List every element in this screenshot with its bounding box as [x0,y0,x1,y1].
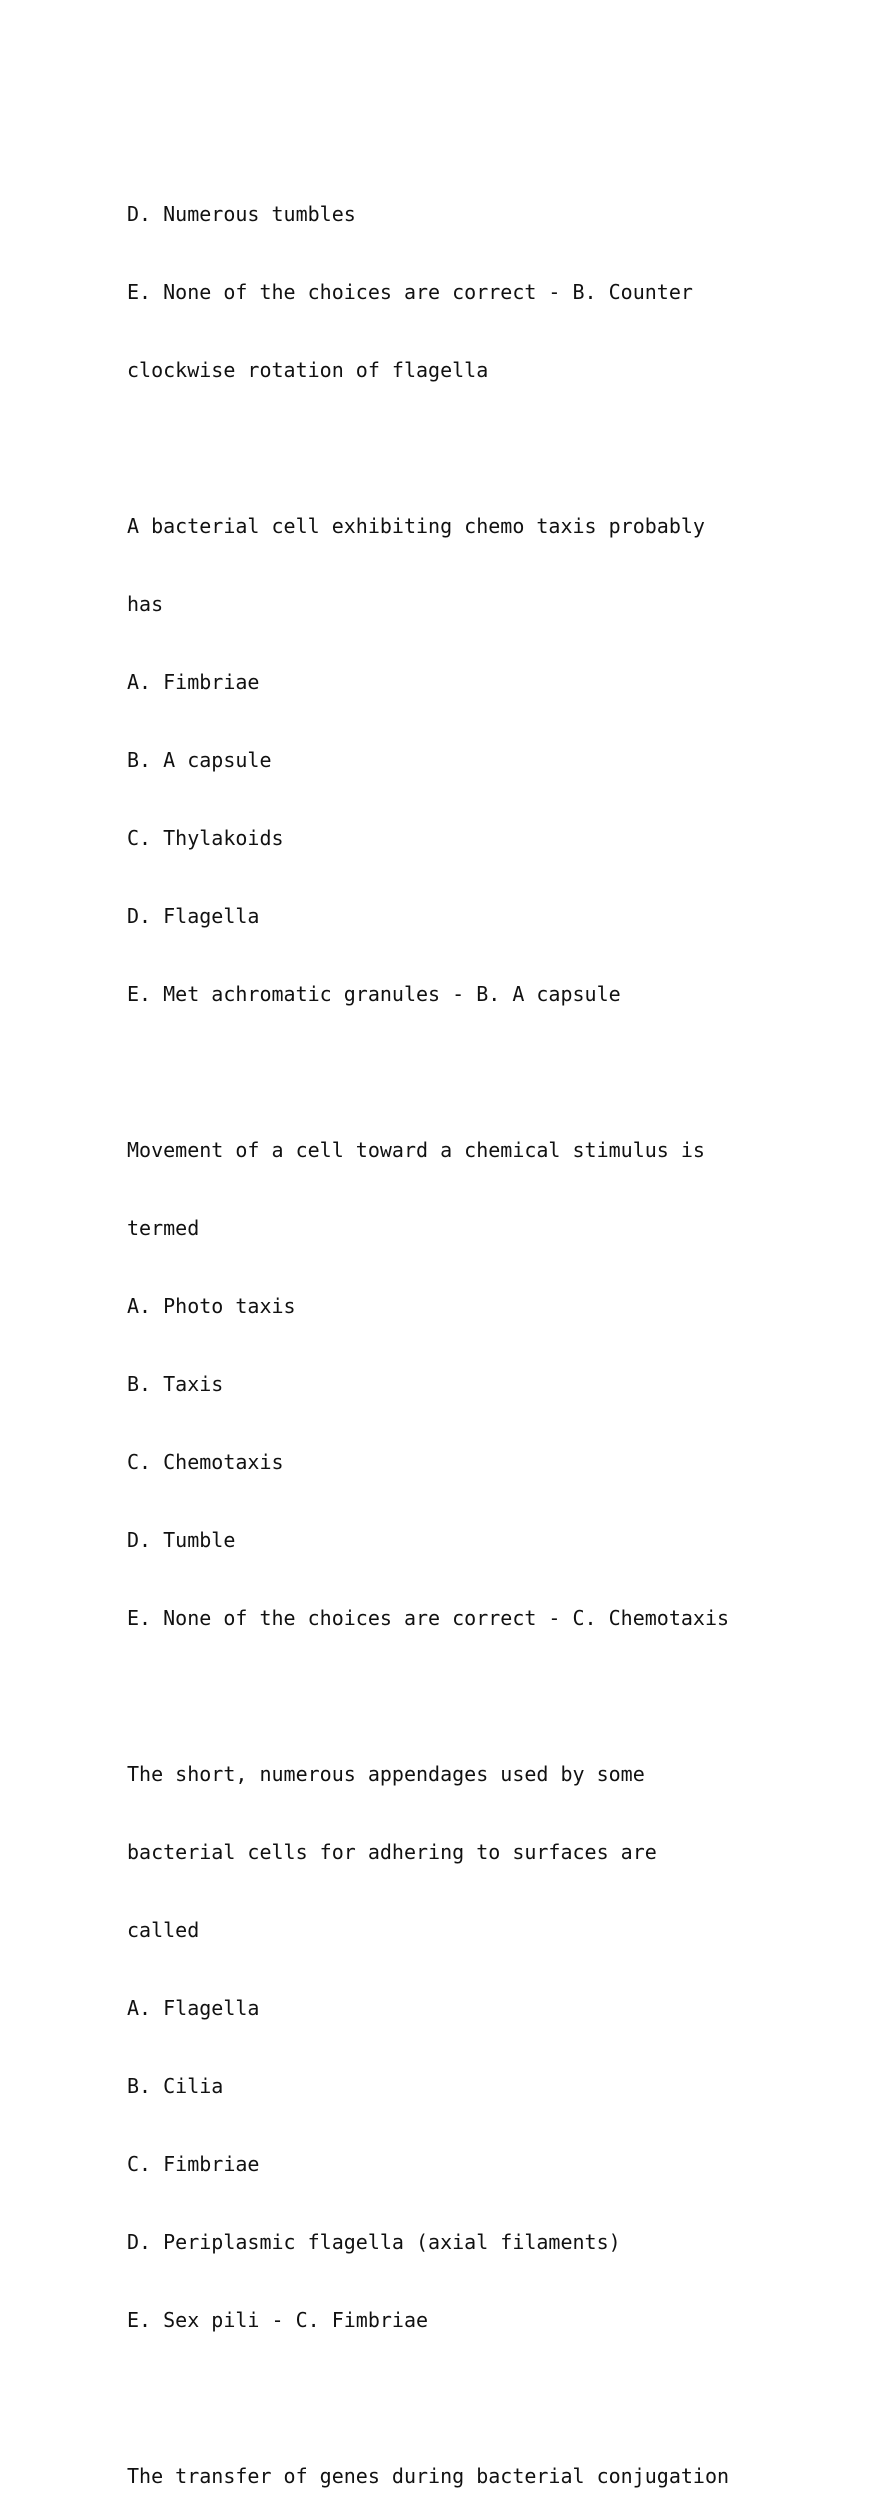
question-text: has [127,592,164,616]
answer-option: E. Sex pili - C. Fimbriae [127,2308,429,2332]
question-text: The short, numerous appendages used by some [127,1762,645,1786]
answer-option: B. Cilia [127,2074,224,2098]
question-text: A bacterial cell exhibiting chemo taxis probably [127,514,705,538]
question-text: bacterial cells for adhering to surfaces are [127,1840,657,1864]
answer-option: A. Fimbriae [127,670,260,694]
answer-option: D. Tumble [127,1528,236,1552]
answer-option: B. A capsule [127,748,272,772]
question-text: termed [127,1216,200,1240]
blank-line [127,1683,827,1709]
blank-line [127,2385,827,2411]
answer-option: C. Fimbriae [127,2152,260,2176]
answer-option: C. Chemotaxis [127,1450,284,1474]
text-line: clockwise rotation of flagella [127,358,489,382]
blank-line [127,435,827,461]
answer-option: A. Photo taxis [127,1294,296,1318]
answer-option: E. Met achromatic granules - B. A capsule [127,982,621,1006]
blank-line [127,1059,827,1085]
question-text: Movement of a cell toward a chemical stimulus is [127,1138,705,1162]
question-text: called [127,1918,200,1942]
text-line: E. None of the choices are correct - B. Counter [127,280,693,304]
document-text [127,149,827,2494]
question-text: The transfer of genes during bacterial conjugation [127,2464,730,2488]
answer-option: E. None of the choices are correct - C. Chemotaxis [127,1606,730,1630]
answer-option: D. Flagella [127,904,260,928]
answer-option: A. Flagella [127,1996,260,2020]
text-line: D. Numerous tumbles [127,202,356,226]
answer-option: C. Thylakoids [127,826,284,850]
answer-option: B. Taxis [127,1372,224,1396]
answer-option: D. Periplasmic flagella (axial filaments) [127,2230,621,2254]
